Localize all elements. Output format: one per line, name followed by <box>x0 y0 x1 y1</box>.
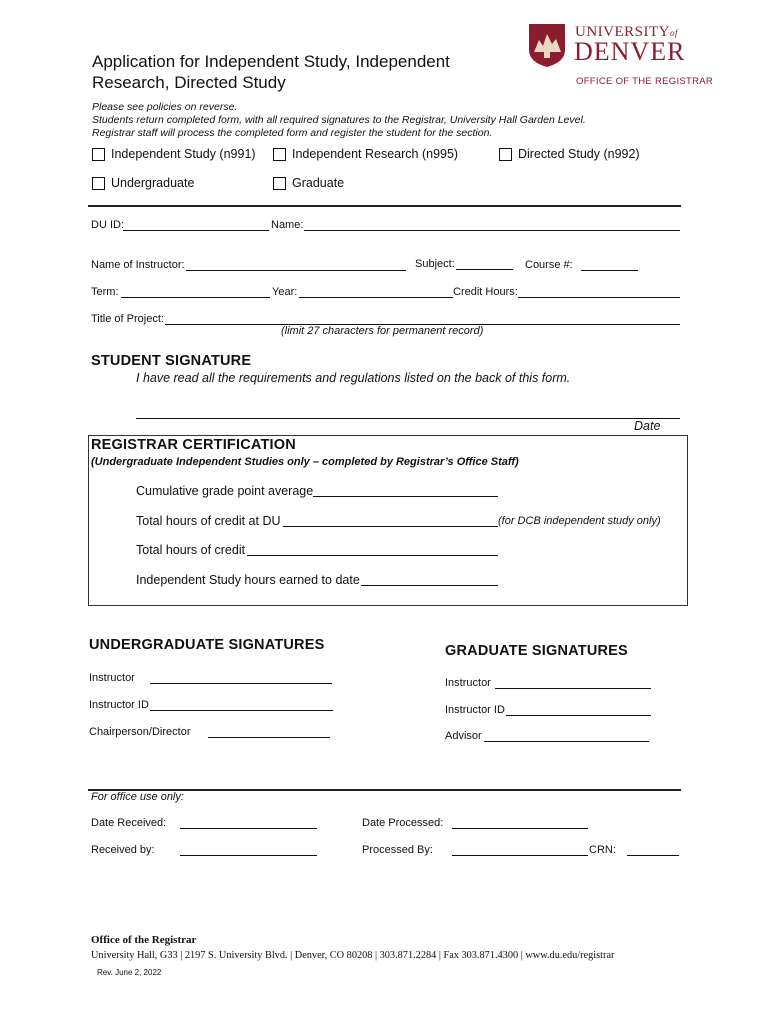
du-id-label: DU ID: <box>91 219 124 231</box>
grad-signatures-heading: GRADUATE SIGNATURES <box>445 643 628 659</box>
name-label: Name: <box>271 219 304 231</box>
registrar-certification-heading: REGISTRAR CERTIFICATION <box>91 437 296 453</box>
independent-study-label: Independent Study (n991) <box>111 147 256 161</box>
student-signature-statement: I have read all the requirements and regulations listed on the back of this form. <box>136 371 571 385</box>
section-divider <box>88 205 681 207</box>
university-logo <box>527 22 712 92</box>
date-processed-label: Date Processed: <box>362 817 444 829</box>
undergrad-chair-field[interactable] <box>208 737 330 738</box>
independent-study-checkbox[interactable] <box>92 148 105 161</box>
directed-study-label: Directed Study (n992) <box>518 147 640 161</box>
year-field[interactable] <box>299 297 453 298</box>
student-signature-field[interactable] <box>136 418 680 419</box>
undergrad-signatures-heading: UNDERGRADUATE SIGNATURES <box>89 637 325 653</box>
office-use-label: For office use only: <box>91 791 184 803</box>
name-field[interactable] <box>304 230 680 231</box>
independent-research-checkbox[interactable] <box>273 148 286 161</box>
student-signature-heading: STUDENT SIGNATURE <box>91 353 252 369</box>
undergrad-chair-label: Chairperson/Director <box>89 726 191 738</box>
grad-advisor-label: Advisor <box>445 730 482 742</box>
project-title-note: (limit 27 characters for permanent record) <box>281 325 484 337</box>
form-title-line2: Research, Directed Study <box>92 73 286 92</box>
year-label: Year: <box>272 286 298 298</box>
grad-instructor-id-field[interactable] <box>506 715 651 716</box>
term-field[interactable] <box>121 297 270 298</box>
instruction-line: Students return completed form, with all required signatures to the Registrar, University Hall Garden Level. <box>92 114 586 126</box>
footer-revision: Rev. June 2, 2022 <box>97 968 162 977</box>
crn-label: CRN: <box>589 844 616 856</box>
undergraduate-label: Undergraduate <box>111 176 195 190</box>
hours-earned-label: Independent Study hours earned to date <box>136 573 360 587</box>
form-title-line1: Application for Independent Study, Independent <box>92 52 450 71</box>
hours-total-field[interactable] <box>247 555 498 556</box>
student-signature-date-label: Date <box>634 419 661 433</box>
undergrad-instructor-field[interactable] <box>150 683 332 684</box>
logo-university-text: UNIVERSITY <box>575 24 670 40</box>
undergrad-instructor-label: Instructor <box>89 672 135 684</box>
undergrad-instructor-id-field[interactable] <box>150 710 333 711</box>
university-seal-icon <box>527 22 567 68</box>
footer-address: University Hall, G33 | 2197 S. University Blvd. | Denver, CO 80208 | 303.871.2284 | Fax 303.871.4300 | www.du.edu/registrar <box>91 950 615 961</box>
subject-label: Subject: <box>415 258 455 270</box>
instruction-line: Registrar staff will process the completed form and register the student for the section. <box>92 127 493 139</box>
graduate-label: Graduate <box>292 176 345 190</box>
hours-du-field[interactable] <box>283 526 498 527</box>
directed-study-checkbox[interactable] <box>499 148 512 161</box>
received-by-field[interactable] <box>180 855 317 856</box>
date-processed-field[interactable] <box>452 828 588 829</box>
grad-advisor-field[interactable] <box>484 741 649 742</box>
logo-denver-text: DENVER <box>574 37 686 66</box>
grad-instructor-id-label: Instructor ID <box>445 704 505 716</box>
hours-du-label: Total hours of credit at DU <box>136 514 281 528</box>
gpa-field[interactable] <box>313 496 498 497</box>
project-title-label: Title of Project: <box>91 313 164 325</box>
course-label: Course #: <box>525 259 573 271</box>
subject-field[interactable] <box>456 269 513 270</box>
registrar-certification-subheading: (Undergraduate Independent Studies only – completed by Registrar’s Office Staff) <box>91 456 519 468</box>
processed-by-label: Processed By: <box>362 844 433 856</box>
instructor-name-label: Name of Instructor: <box>91 259 185 271</box>
graduate-checkbox[interactable] <box>273 177 286 190</box>
grad-instructor-label: Instructor <box>445 677 491 689</box>
term-label: Term: <box>91 286 119 298</box>
processed-by-field[interactable] <box>452 855 588 856</box>
received-by-label: Received by: <box>91 844 155 856</box>
logo-of-text: of <box>670 28 679 38</box>
undergrad-instructor-id-label: Instructor ID <box>89 699 149 711</box>
undergraduate-checkbox[interactable] <box>92 177 105 190</box>
date-received-field[interactable] <box>180 828 317 829</box>
credit-hours-label: Credit Hours: <box>453 286 518 298</box>
gpa-label: Cumulative grade point average <box>136 484 314 498</box>
footer-office: Office of the Registrar <box>91 934 197 946</box>
course-field[interactable] <box>581 270 638 271</box>
hours-earned-field[interactable] <box>361 585 498 586</box>
date-received-label: Date Received: <box>91 817 167 829</box>
grad-instructor-field[interactable] <box>495 688 651 689</box>
du-id-field[interactable] <box>123 230 269 231</box>
instructor-name-field[interactable] <box>186 270 406 271</box>
logo-office-text: OFFICE OF THE REGISTRAR <box>576 76 714 87</box>
hours-du-note: (for DCB independent study only) <box>498 515 661 527</box>
credit-hours-field[interactable] <box>518 297 680 298</box>
crn-field[interactable] <box>627 855 679 856</box>
hours-total-label: Total hours of credit <box>136 543 246 557</box>
instruction-line: Please see policies on reverse. <box>92 101 238 113</box>
independent-research-label: Independent Research (n995) <box>292 147 459 161</box>
